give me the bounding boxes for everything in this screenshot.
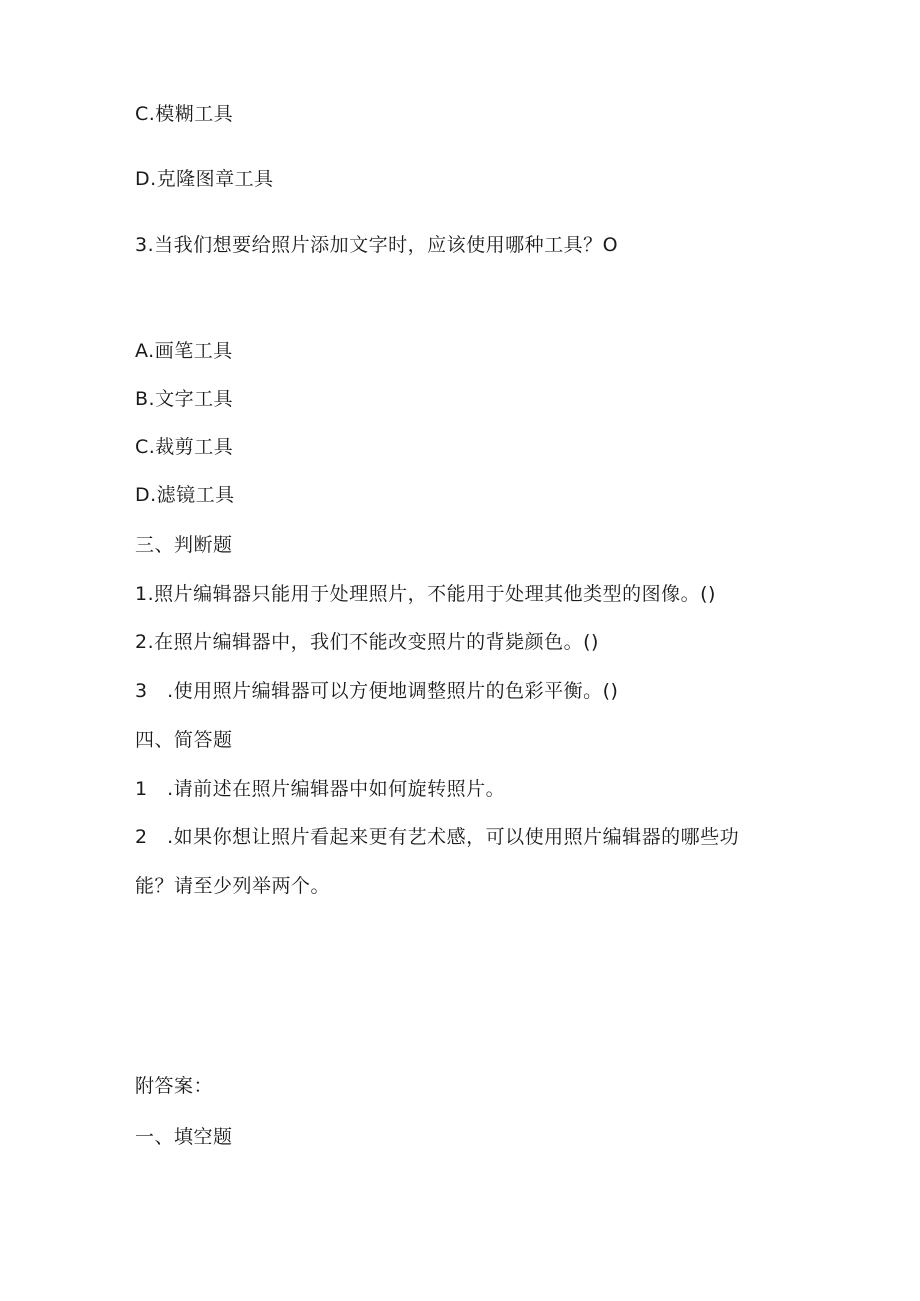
short-answer-question-1: 1 .请前述在照片编辑器中如何旋转照片。 [135, 778, 506, 800]
option-a-brush-tool: A.画笔工具 [135, 340, 233, 362]
true-false-question-2: 2.在照片编辑器中，我们不能改变照片的背毙颜色。() [135, 631, 599, 653]
option-c-crop-tool: C.裁剪工具 [135, 436, 234, 458]
section-heading-short-answer: 四、简答题 [135, 729, 233, 751]
option-b-text-tool: B.文字工具 [135, 388, 234, 410]
section-heading-true-false: 三、判断题 [135, 534, 233, 556]
answer-key-heading: 附答案： [135, 1075, 214, 1097]
answer-section-fill-in-blank: 一、填空题 [135, 1126, 233, 1148]
short-answer-question-2: 2 .如果你想让照片看起来更有艺术感，可以使用照片编辑器的哪些功 [135, 826, 740, 848]
option-d-filter-tool: D.滤镜工具 [135, 484, 235, 506]
short-answer-question-2-continued: 能？请至少列举两个。 [135, 875, 331, 897]
true-false-question-1: 1.照片编辑器只能用于处理照片，不能用于处理其他类型的图像。() [135, 583, 716, 605]
option-c-blur-tool: C.模糊工具 [135, 103, 234, 125]
true-false-question-3: 3 .使用照片编辑器可以方便地调整照片的色彩平衡。() [135, 680, 619, 702]
option-d-clone-stamp-tool: D.克隆图章工具 [135, 168, 274, 190]
question-3-text-tool: 3.当我们想要给照片添加文字时，应该使用哪种工具？O [135, 234, 619, 256]
